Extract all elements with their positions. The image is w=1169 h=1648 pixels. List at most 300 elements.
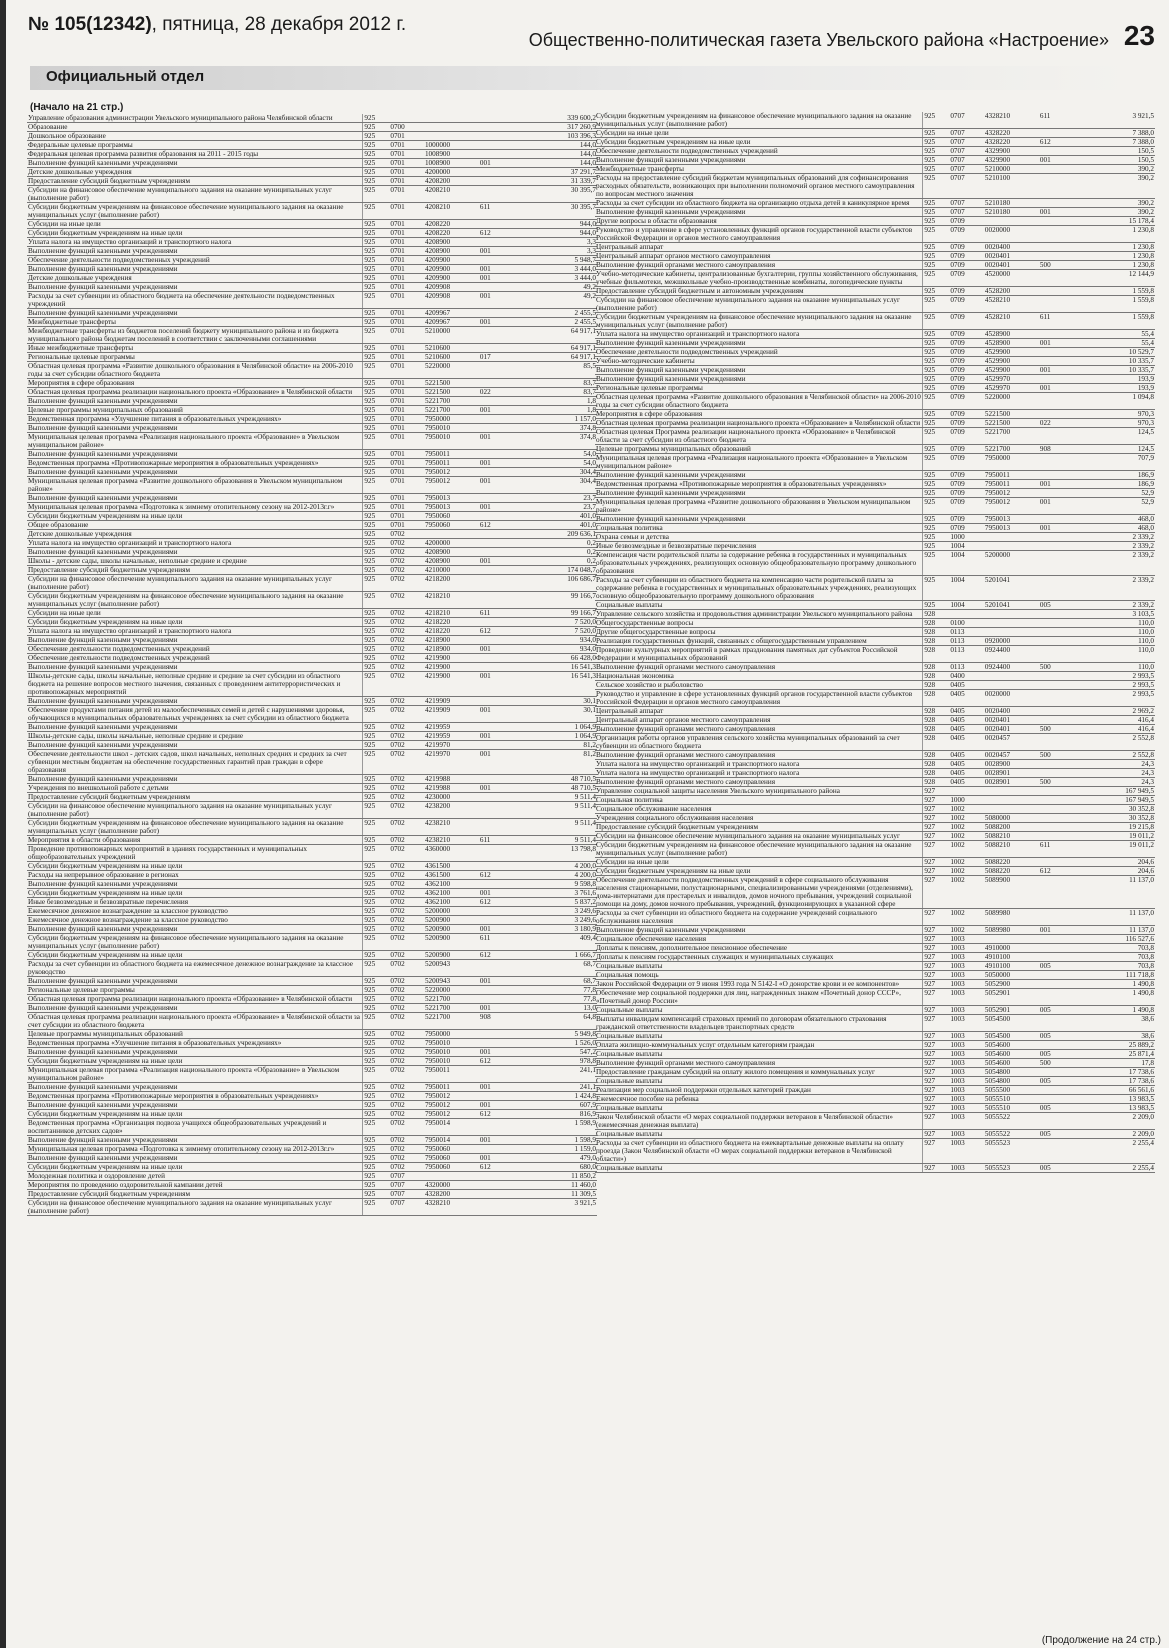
table-row bbox=[595, 419, 1155, 428]
row-article: 4218220 bbox=[424, 618, 479, 627]
row-section: 0709 bbox=[949, 419, 984, 428]
row-section: 0701 bbox=[389, 477, 424, 494]
row-amount: 3 921,5 bbox=[509, 1199, 597, 1216]
row-amount: 144,0 bbox=[509, 141, 597, 150]
row-amount: 1 559,8 bbox=[1069, 313, 1155, 330]
row-expense-type: 612 bbox=[479, 1057, 510, 1066]
continued-to-note: (Продолжение на 24 стр.) bbox=[1041, 1635, 1161, 1646]
table-row bbox=[595, 348, 1155, 357]
row-section: 0702 bbox=[389, 548, 424, 557]
row-expense-type: 001 bbox=[479, 645, 510, 654]
row-article: 7950060 bbox=[424, 1154, 479, 1163]
row-amount: 19 215,8 bbox=[1069, 823, 1155, 832]
row-ministry: 927 bbox=[923, 1032, 949, 1041]
row-expense-type bbox=[479, 793, 510, 802]
row-expense-type bbox=[1039, 270, 1070, 287]
row-article: 7950060 bbox=[424, 521, 479, 530]
row-expense-type bbox=[1039, 769, 1070, 778]
table-row bbox=[27, 1066, 597, 1083]
row-amount: 31 339,7 bbox=[509, 177, 597, 186]
row-amount: 38,6 bbox=[1069, 1032, 1155, 1041]
row-section: 0702 bbox=[389, 636, 424, 645]
row-amount: 13,0 bbox=[509, 1004, 597, 1013]
row-article: 5054500 bbox=[984, 1032, 1039, 1041]
row-amount: 116 527,6 bbox=[1069, 935, 1155, 944]
row-section: 0702 bbox=[389, 845, 424, 862]
row-section: 0702 bbox=[389, 907, 424, 916]
row-expense-type bbox=[1039, 410, 1070, 419]
table-row bbox=[595, 867, 1155, 876]
row-amount: 16 541,3 bbox=[509, 663, 597, 672]
issue-header bbox=[28, 14, 406, 36]
row-article: 5221700 bbox=[984, 428, 1039, 445]
row-expense-type: 611 bbox=[1039, 313, 1070, 330]
row-amount: 409,4 bbox=[509, 934, 597, 951]
table-row bbox=[595, 725, 1155, 734]
row-amount: 81,2 bbox=[509, 750, 597, 775]
table-row bbox=[595, 1050, 1155, 1059]
row-expense-type: 001 bbox=[1039, 156, 1070, 165]
row-name: Социальные выплаты bbox=[595, 1104, 923, 1113]
row-section: 0707 bbox=[949, 208, 984, 217]
row-section: 0701 bbox=[389, 521, 424, 530]
row-expense-type: 005 bbox=[1039, 1032, 1070, 1041]
row-article: 5210000 bbox=[984, 165, 1039, 174]
row-section: 0702 bbox=[389, 557, 424, 566]
row-name: Субсидии на финансовое обеспечение муниципального задания на оказание муниципальных услуг (выполнение работ) bbox=[595, 296, 923, 313]
row-section: 0701 bbox=[389, 388, 424, 397]
row-section: 1002 bbox=[949, 823, 984, 832]
table-row bbox=[595, 663, 1155, 672]
row-amount: 13 983,5 bbox=[1069, 1095, 1155, 1104]
row-expense-type bbox=[1039, 147, 1070, 156]
row-name: Мероприятия в сфере образования bbox=[27, 379, 363, 388]
row-name: Выполнение функций казенными учреждениями bbox=[27, 775, 363, 784]
row-ministry: 925 bbox=[363, 557, 389, 566]
row-name: Уплата налога на имущество организаций и транспортного налога bbox=[27, 627, 363, 636]
row-ministry: 925 bbox=[363, 388, 389, 397]
row-amount: 68,7 bbox=[509, 977, 597, 986]
row-expense-type bbox=[1039, 707, 1070, 716]
row-ministry: 925 bbox=[923, 138, 949, 147]
row-amount: 1 424,8 bbox=[509, 1092, 597, 1101]
row-article: 5055523 bbox=[984, 1164, 1039, 1173]
table-row bbox=[595, 1086, 1155, 1095]
row-amount: 64 917,1 bbox=[509, 344, 597, 353]
row-section: 1003 bbox=[949, 1059, 984, 1068]
row-article: 5054800 bbox=[984, 1068, 1039, 1077]
table-row bbox=[595, 778, 1155, 787]
row-amount: 64,8 bbox=[509, 1013, 597, 1030]
row-ministry: 927 bbox=[923, 841, 949, 858]
row-expense-type: 001 bbox=[479, 1048, 510, 1057]
row-section: 0709 bbox=[949, 296, 984, 313]
row-expense-type bbox=[479, 238, 510, 247]
table-row bbox=[595, 165, 1155, 174]
table-row bbox=[27, 1136, 597, 1145]
row-article: 7950013 bbox=[424, 494, 479, 503]
table-row bbox=[595, 953, 1155, 962]
table-row bbox=[27, 203, 597, 220]
row-section: 0702 bbox=[389, 1066, 424, 1083]
row-article: 4219900 bbox=[424, 663, 479, 672]
row-name: Муниципальная целевая программа «Реализация национального проекта «Образование» в Увельском муниципальном районе» bbox=[27, 433, 363, 450]
row-amount: 2 993,5 bbox=[1069, 690, 1155, 707]
row-ministry: 925 bbox=[363, 494, 389, 503]
row-ministry: 925 bbox=[363, 1083, 389, 1092]
row-name: Ведомственная программа «Организация подвоза учащихся общеобразовательных учреждений и воспитанников детских садов» bbox=[27, 1119, 363, 1136]
row-amount: 2 552,8 bbox=[1069, 734, 1155, 751]
row-article: 4320000 bbox=[424, 1181, 479, 1190]
row-name: Предоставление субсидий бюджетным учреждениям bbox=[27, 177, 363, 186]
row-section: 0701 bbox=[389, 265, 424, 274]
row-expense-type bbox=[479, 177, 510, 186]
row-name: Иные межбюджетные трансферты bbox=[27, 344, 363, 353]
row-expense-type bbox=[1039, 489, 1070, 498]
row-amount: 816,9 bbox=[509, 1110, 597, 1119]
row-amount: 374,8 bbox=[509, 433, 597, 450]
table-row bbox=[595, 751, 1155, 760]
row-ministry: 925 bbox=[923, 515, 949, 524]
row-name: Областная целевая программа реализации национального проекта «Образование» в Челябинской области bbox=[595, 419, 923, 428]
row-amount: 2 552,8 bbox=[1069, 751, 1155, 760]
row-article: 4218210 bbox=[424, 609, 479, 618]
row-article: 5080000 bbox=[984, 814, 1039, 823]
row-article: 7950012 bbox=[424, 1110, 479, 1119]
row-amount: 468,0 bbox=[1069, 524, 1155, 533]
row-article: 4219970 bbox=[424, 741, 479, 750]
table-row bbox=[27, 177, 597, 186]
row-article: 5055500 bbox=[984, 1086, 1039, 1095]
table-row bbox=[27, 132, 597, 141]
row-section: 1003 bbox=[949, 1139, 984, 1164]
row-ministry: 925 bbox=[363, 723, 389, 732]
row-amount: 66 428,0 bbox=[509, 654, 597, 663]
row-section: 0405 bbox=[949, 681, 984, 690]
row-ministry: 925 bbox=[363, 697, 389, 706]
row-article: 5220000 bbox=[424, 986, 479, 995]
row-expense-type bbox=[479, 880, 510, 889]
row-article: 7950010 bbox=[424, 1039, 479, 1048]
row-ministry: 925 bbox=[923, 454, 949, 471]
row-amount: 1 559,8 bbox=[1069, 287, 1155, 296]
row-ministry: 925 bbox=[363, 566, 389, 575]
row-expense-type: 001 bbox=[479, 265, 510, 274]
row-article: 5054600 bbox=[984, 1059, 1039, 1068]
row-amount: 52,9 bbox=[1069, 489, 1155, 498]
row-expense-type bbox=[479, 494, 510, 503]
row-ministry: 925 bbox=[363, 238, 389, 247]
table-row bbox=[27, 775, 597, 784]
table-row bbox=[27, 654, 597, 663]
table-row bbox=[595, 366, 1155, 375]
table-row bbox=[595, 769, 1155, 778]
table-row bbox=[595, 858, 1155, 867]
row-article: 5200900 bbox=[424, 916, 479, 925]
row-name: Федеральные целевые программы bbox=[27, 141, 363, 150]
row-section: 0702 bbox=[389, 775, 424, 784]
row-ministry: 925 bbox=[363, 871, 389, 880]
row-article: 4218900 bbox=[424, 636, 479, 645]
table-row bbox=[595, 1068, 1155, 1077]
table-row bbox=[595, 980, 1155, 989]
row-expense-type bbox=[1039, 760, 1070, 769]
row-section: 0701 bbox=[389, 177, 424, 186]
row-article: 5089980 bbox=[984, 909, 1039, 926]
row-article: 5088210 bbox=[984, 832, 1039, 841]
row-section: 0702 bbox=[389, 645, 424, 654]
row-section: 1002 bbox=[949, 926, 984, 935]
row-article: 4238210 bbox=[424, 819, 479, 836]
row-ministry: 925 bbox=[923, 330, 949, 339]
row-name: Федеральная целевая программа развития образования на 2011 - 2015 годы bbox=[27, 150, 363, 159]
row-section: 0702 bbox=[389, 706, 424, 723]
row-ministry: 925 bbox=[363, 114, 389, 123]
row-name: Выполнение функций казенными учреждениями bbox=[27, 494, 363, 503]
row-amount: 7 388,0 bbox=[1069, 129, 1155, 138]
row-ministry: 925 bbox=[363, 168, 389, 177]
row-section: 0405 bbox=[949, 760, 984, 769]
section-title: Официальный отдел bbox=[46, 68, 205, 85]
row-amount: 30 352,8 bbox=[1069, 814, 1155, 823]
table-row bbox=[595, 814, 1155, 823]
row-article: 4910100 bbox=[984, 962, 1039, 971]
row-name: Обеспечение деятельности подведомственных учреждений в сфере социального обслуживания населения стационарными, полустационарными, специализированными учреждениями (отделениями), дома-интернатами для престарелых и инвалидов, домов ночного пребывания, учреждений социальной помощи на дому, домов ночного пребывания, учреждений, функционирующих в указанной сфере bbox=[595, 876, 923, 909]
row-ministry: 928 bbox=[923, 619, 949, 628]
row-section: 0701 bbox=[389, 494, 424, 503]
row-name: Социальные выплаты bbox=[595, 1077, 923, 1086]
row-section: 0701 bbox=[389, 318, 424, 327]
row-name: Предоставление субсидий бюджетным и автономным учреждениям bbox=[595, 287, 923, 296]
row-expense-type bbox=[1039, 199, 1070, 208]
row-expense-type: 611 bbox=[1039, 112, 1070, 129]
row-amount: 13 983,5 bbox=[1069, 1104, 1155, 1113]
row-ministry: 927 bbox=[923, 823, 949, 832]
row-section: 0709 bbox=[949, 515, 984, 524]
row-name: Социальные выплаты bbox=[595, 1006, 923, 1015]
row-section: 0702 bbox=[389, 889, 424, 898]
row-amount: 23,7 bbox=[509, 503, 597, 512]
row-name: Социальное обслуживание населения bbox=[595, 805, 923, 814]
row-article bbox=[984, 672, 1039, 681]
row-amount: 110,0 bbox=[1069, 663, 1155, 672]
row-amount: 25 889,2 bbox=[1069, 1041, 1155, 1050]
table-row bbox=[27, 618, 597, 627]
row-expense-type bbox=[479, 1039, 510, 1048]
row-name: Национальная экономика bbox=[595, 672, 923, 681]
row-section: 0702 bbox=[389, 1092, 424, 1101]
row-article: 4529900 bbox=[984, 348, 1039, 357]
row-amount: 1 064,9 bbox=[509, 723, 597, 732]
row-article: 4208900 bbox=[424, 238, 479, 247]
table-row bbox=[27, 406, 597, 415]
row-amount: 4 200,0 bbox=[509, 871, 597, 880]
row-amount: 9 511,4 bbox=[509, 793, 597, 802]
row-section: 0701 bbox=[389, 274, 424, 283]
row-ministry: 925 bbox=[923, 208, 949, 217]
row-section: 0701 bbox=[389, 159, 424, 168]
row-expense-type: 001 bbox=[479, 1136, 510, 1145]
row-article: 7950010 bbox=[424, 1048, 479, 1057]
table-row bbox=[595, 944, 1155, 953]
row-ministry: 925 bbox=[363, 1039, 389, 1048]
row-ministry: 925 bbox=[923, 480, 949, 489]
budget-table-left-body bbox=[27, 114, 597, 1216]
row-name: Руководство и управление в сфере установленных функций органов государственной власти субъектов Российской Федерации и органов местного самоуправления bbox=[595, 226, 923, 243]
row-name: Субсидии на иные цели bbox=[595, 858, 923, 867]
row-amount: 934,0 bbox=[509, 645, 597, 654]
row-expense-type bbox=[1039, 252, 1070, 261]
row-name: Ежемесячное денежное вознаграждение за классное руководство bbox=[27, 907, 363, 916]
row-article: 1008900 bbox=[424, 159, 479, 168]
row-section: 0702 bbox=[389, 934, 424, 951]
row-expense-type bbox=[479, 397, 510, 406]
row-expense-type: 001 bbox=[1039, 208, 1070, 217]
row-amount: 174 048,7 bbox=[509, 566, 597, 575]
row-amount: 3 444,0 bbox=[509, 274, 597, 283]
row-section: 0702 bbox=[389, 663, 424, 672]
row-name: Субсидии бюджетным учреждениям на иные цели bbox=[27, 862, 363, 871]
row-ministry: 927 bbox=[923, 796, 949, 805]
row-ministry: 928 bbox=[923, 734, 949, 751]
row-expense-type: 001 bbox=[479, 672, 510, 697]
row-ministry: 925 bbox=[363, 177, 389, 186]
row-ministry: 925 bbox=[363, 592, 389, 609]
row-amount: 7 388,0 bbox=[1069, 138, 1155, 147]
row-name: Доплаты к пенсиям, дополнительное пенсионное обеспечение bbox=[595, 944, 923, 953]
row-article: 5054600 bbox=[984, 1041, 1039, 1050]
row-name: Уплата налога на имущество организаций и транспортного налога bbox=[27, 539, 363, 548]
row-article: 7950012 bbox=[424, 1092, 479, 1101]
row-section: 0709 bbox=[949, 393, 984, 410]
row-expense-type bbox=[479, 636, 510, 645]
row-expense-type bbox=[479, 309, 510, 318]
row-ministry: 925 bbox=[923, 156, 949, 165]
row-expense-type bbox=[1039, 637, 1070, 646]
row-amount: 3 761,6 bbox=[509, 889, 597, 898]
row-ministry: 925 bbox=[923, 357, 949, 366]
row-name: Выполнение функций казенными учреждениями bbox=[27, 283, 363, 292]
row-article: 4910000 bbox=[984, 944, 1039, 953]
row-ministry: 925 bbox=[923, 112, 949, 129]
row-name: Учреждения социального обслуживания населения bbox=[595, 814, 923, 823]
row-name: Субсидии бюджетным учреждениям на иные цели bbox=[27, 618, 363, 627]
row-amount: 10 529,7 bbox=[1069, 348, 1155, 357]
row-section: 1003 bbox=[949, 1032, 984, 1041]
row-name: Субсидии бюджетным учреждениям на иные цели bbox=[27, 1163, 363, 1172]
row-expense-type bbox=[479, 986, 510, 995]
row-ministry: 925 bbox=[363, 654, 389, 663]
row-name: Выполнение функций казенными учреждениями bbox=[27, 977, 363, 986]
row-article: 7950010 bbox=[424, 424, 479, 433]
newspaper-title: Общественно-политическая газета Увельского района «Настроение» bbox=[528, 30, 1109, 50]
row-article: 4208900 bbox=[424, 247, 479, 256]
row-section: 1003 bbox=[949, 1041, 984, 1050]
row-article: 5221700 bbox=[424, 397, 479, 406]
row-ministry: 928 bbox=[923, 663, 949, 672]
row-article: 4219959 bbox=[424, 732, 479, 741]
row-ministry: 925 bbox=[363, 636, 389, 645]
row-section: 0701 bbox=[389, 186, 424, 203]
row-name: Детские дошкольные учреждения bbox=[27, 168, 363, 177]
row-section: 0709 bbox=[949, 410, 984, 419]
table-row bbox=[595, 734, 1155, 751]
row-name: Социальные выплаты bbox=[595, 1130, 923, 1139]
row-section: 0709 bbox=[949, 489, 984, 498]
row-name: Муниципальная целевая программа «Развитие дошкольного образования в Увельском муниципальном районе» bbox=[595, 498, 923, 515]
row-section: 0707 bbox=[949, 199, 984, 208]
row-name: Выполнение функций казенными учреждениями bbox=[27, 697, 363, 706]
row-article: 7950060 bbox=[424, 512, 479, 521]
row-amount: 110,0 bbox=[1069, 637, 1155, 646]
row-expense-type: 611 bbox=[479, 836, 510, 845]
row-expense-type: 908 bbox=[479, 1013, 510, 1030]
row-amount: 110,0 bbox=[1069, 646, 1155, 663]
row-section: 0709 bbox=[949, 330, 984, 339]
row-amount: 1 526,0 bbox=[509, 1039, 597, 1048]
row-ministry: 928 bbox=[923, 760, 949, 769]
row-expense-type: 612 bbox=[1039, 138, 1070, 147]
row-expense-type: 022 bbox=[1039, 419, 1070, 428]
table-row bbox=[27, 1004, 597, 1013]
row-amount: 416,4 bbox=[1069, 725, 1155, 734]
table-row bbox=[27, 159, 597, 168]
table-row bbox=[27, 1145, 597, 1154]
row-expense-type: 001 bbox=[479, 477, 510, 494]
row-expense-type: 500 bbox=[1039, 725, 1070, 734]
table-row bbox=[27, 114, 597, 123]
row-expense-type: 001 bbox=[479, 159, 510, 168]
row-name: Обеспечение мер социальной поддержки для лиц, награжденных знаком «Почетный донор СССР», «Почетный донор России» bbox=[595, 989, 923, 1006]
row-article bbox=[984, 787, 1039, 796]
row-name: Обеспечение продуктами питания детей из малообеспеченных семей и детей с нарушениями здоровья, обучающихся в муниципальных образовательных учреждениях за счет субсидии из областного бюджета bbox=[27, 706, 363, 723]
row-ministry: 925 bbox=[363, 1154, 389, 1163]
row-expense-type bbox=[479, 1181, 510, 1190]
row-amount: 54,0 bbox=[509, 450, 597, 459]
row-ministry: 925 bbox=[363, 1004, 389, 1013]
row-ministry: 927 bbox=[923, 971, 949, 980]
row-expense-type: 612 bbox=[1039, 867, 1070, 876]
row-ministry: 925 bbox=[363, 618, 389, 627]
row-amount: 339 600,2 bbox=[509, 114, 597, 123]
table-row bbox=[27, 1119, 597, 1136]
row-amount: 703,8 bbox=[1069, 962, 1155, 971]
row-ministry: 925 bbox=[923, 287, 949, 296]
row-name: Областная целевая программа реализации национального проекта «Образование» в Челябинской области bbox=[27, 995, 363, 1004]
row-expense-type bbox=[1039, 1041, 1070, 1050]
row-article: 5089900 bbox=[984, 876, 1039, 909]
row-name: Выполнение функций казенными учреждениями bbox=[27, 925, 363, 934]
row-amount: 144,0 bbox=[509, 150, 597, 159]
row-expense-type bbox=[1039, 1095, 1070, 1104]
row-expense-type bbox=[1039, 296, 1070, 313]
table-row bbox=[27, 388, 597, 397]
row-ministry: 925 bbox=[923, 601, 949, 610]
row-ministry: 925 bbox=[363, 575, 389, 592]
table-row bbox=[27, 548, 597, 557]
row-expense-type bbox=[1039, 716, 1070, 725]
row-ministry: 927 bbox=[923, 1164, 949, 1173]
table-row bbox=[27, 995, 597, 1004]
row-name: Социальная политика bbox=[595, 524, 923, 533]
row-name: Реализация государственных функций, связанных с общегосударственным управлением bbox=[595, 637, 923, 646]
table-row bbox=[595, 1139, 1155, 1164]
row-amount: 1 490,8 bbox=[1069, 989, 1155, 1006]
row-section: 1004 bbox=[949, 551, 984, 576]
row-section: 1003 bbox=[949, 1130, 984, 1139]
row-article: 0028901 bbox=[984, 778, 1039, 787]
row-section: 0709 bbox=[949, 454, 984, 471]
